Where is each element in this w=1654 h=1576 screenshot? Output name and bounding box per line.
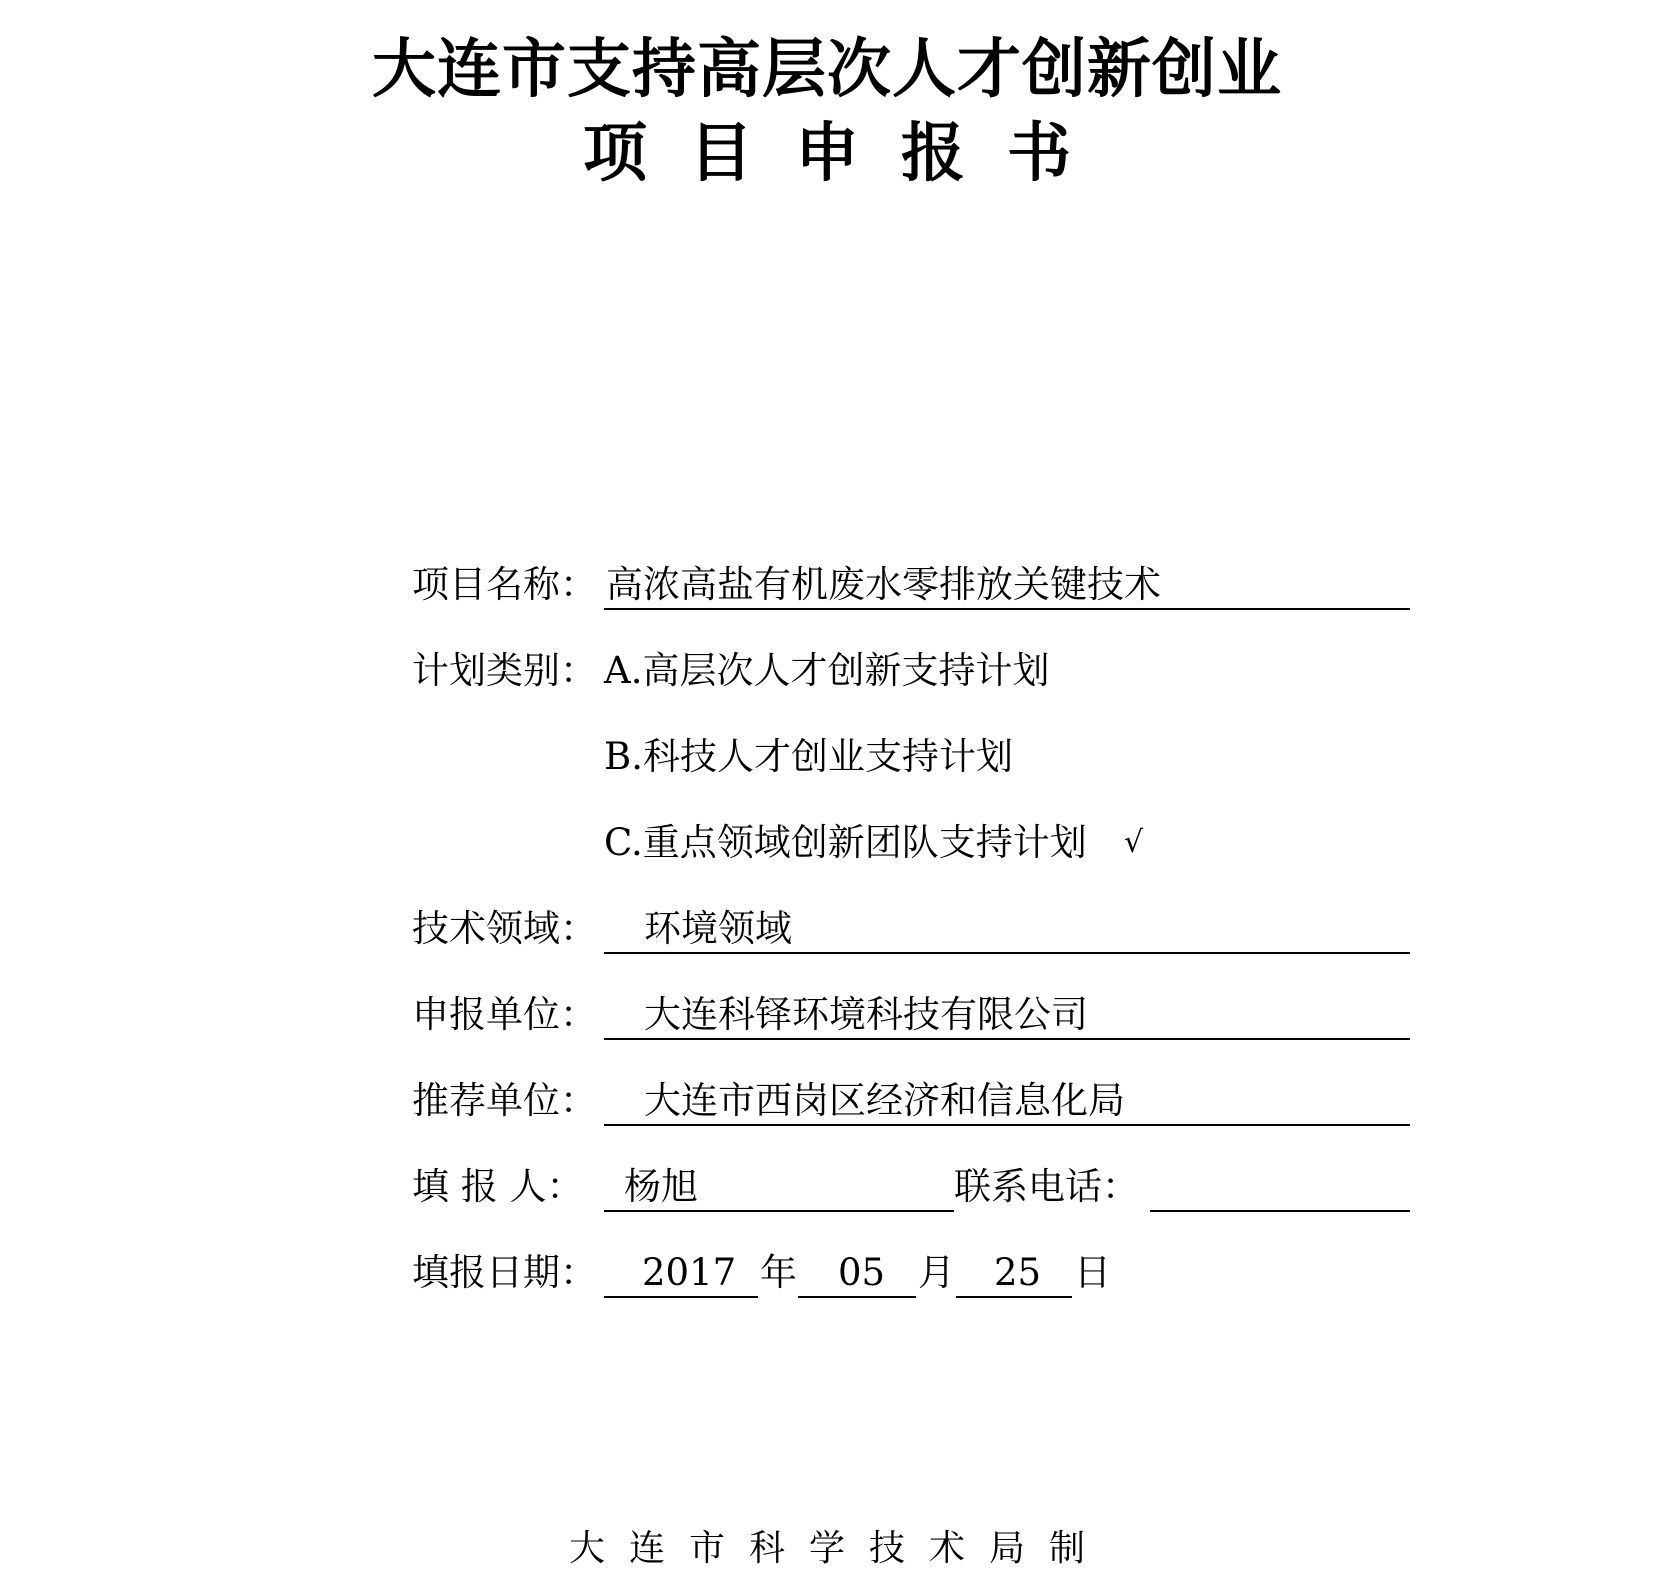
month-field (798, 1248, 916, 1298)
project-name-field (604, 560, 1410, 610)
document-title: 大连市支持高层次人才创新创业 (372, 33, 1282, 107)
filler-value: 杨旭 (624, 1165, 698, 1208)
tech-field-field (604, 904, 1410, 954)
plan-option-b-row (0, 732, 1654, 782)
day-value: 25 (994, 1251, 1042, 1294)
phone-field (1150, 1162, 1410, 1212)
date-row (0, 1248, 1654, 1298)
filler-row (0, 1162, 1654, 1212)
recommender-field (604, 1076, 1410, 1126)
issuer-footer: 大连市科学技术局制 (568, 1528, 1109, 1569)
plan-category-label: 计划类别： (412, 649, 597, 692)
plan-category-row (0, 646, 1654, 696)
recommender-row (0, 1076, 1654, 1126)
applicant-label: 申报单位： (412, 993, 597, 1036)
tech-field-row (0, 904, 1654, 954)
day-field (956, 1248, 1072, 1298)
date-label: 填报日期： (412, 1251, 597, 1294)
applicant-row (0, 990, 1654, 1040)
project-name-value: 高浓高盐有机废水零排放关键技术 (606, 563, 1161, 606)
month-value: 05 (838, 1251, 886, 1294)
plan-option-a: A.高层次人才创新支持计划 (604, 649, 1050, 692)
plan-option-b: B.科技人才创业支持计划 (604, 735, 1013, 778)
applicant-value: 大连科铎环境科技有限公司 (644, 993, 1088, 1036)
plan-option-c-row (0, 818, 1654, 868)
year-field (604, 1248, 758, 1298)
plan-option-c: C.重点领域创新团队支持计划 (604, 821, 1087, 864)
applicant-field (604, 990, 1410, 1040)
phone-label: 联系电话： (954, 1165, 1139, 1208)
month-unit: 月 (918, 1251, 955, 1294)
check-mark: √ (1124, 825, 1144, 860)
project-name-row (0, 560, 1654, 610)
recommender-label: 推荐单位： (412, 1079, 597, 1122)
filler-label: 填 报 人： (412, 1165, 584, 1208)
recommender-value: 大连市西岗区经济和信息化局 (644, 1079, 1125, 1122)
year-unit: 年 (760, 1251, 797, 1294)
tech-field-value: 环境领域 (644, 907, 792, 950)
tech-field-label: 技术领域： (412, 907, 597, 950)
day-unit: 日 (1074, 1251, 1111, 1294)
filler-field (604, 1162, 954, 1212)
document-subtitle: 项目申报书 (583, 117, 1113, 191)
project-name-label: 项目名称： (412, 563, 597, 606)
year-value: 2017 (642, 1251, 737, 1294)
